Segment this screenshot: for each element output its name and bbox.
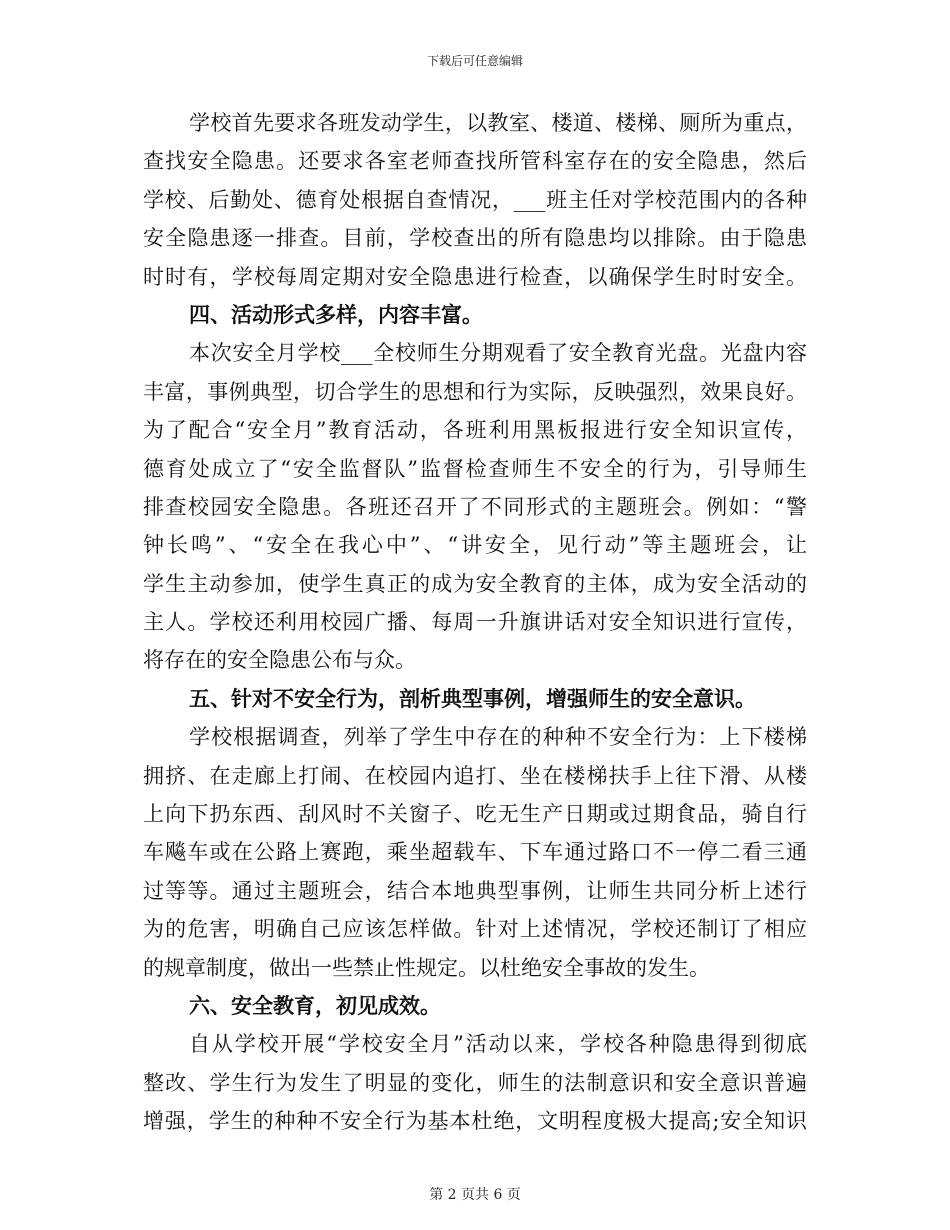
paragraph-line: 为了配合“安全月”教育活动，各班利用黑板报进行安全知识宣传， <box>143 418 807 443</box>
paragraph-line: 学生主动参加，使学生真正的成为安全教育的主体，成为安全活动的 <box>143 571 807 596</box>
paragraph-line: 学校首先要求各班发动学生，以教室、楼道、楼梯、厕所为重点， <box>189 111 807 135</box>
paragraph-line: 将存在的安全隐患公布与众。 <box>143 648 416 673</box>
section-heading: 四、活动形式多样，内容丰富。 <box>189 301 483 327</box>
section-heading: 六、安全教育，初见成效。 <box>189 992 441 1018</box>
paragraph-line: 车飚车或在公路上赛跑，乘坐超载车、下车通过路口不一停二看三通 <box>143 840 807 865</box>
paragraph-line: 的规章制度，做出一些禁止性规定。以杜绝安全事故的发生。 <box>143 955 710 980</box>
paragraph-line: 本次安全月学校___全校师生分期观看了安全教育光盘。光盘内容 <box>189 341 807 366</box>
section-heading: 五、针对不安全行为，剖析典型事例，增强师生的安全意识。 <box>189 685 756 711</box>
paragraph-line: 丰富，事例典型，切合学生的思想和行为实际，反映强烈，效果良好。 <box>143 379 807 404</box>
paragraph-line: 上向下扔东西、刮风时不关窗子、吃无生产日期或过期食品，骑自行 <box>143 802 807 827</box>
paragraph-line: 拥挤、在走廊上打闹、在校园内追打、坐在楼梯扶手上往下滑、从楼 <box>143 763 807 788</box>
page-header: 下载后可任意编辑 <box>426 54 523 68</box>
paragraph-line: 安全隐患逐一排查。目前，学校查出的所有隐患均以排除。由于隐患 <box>143 226 807 251</box>
paragraph-line: 自从学校开展“学校安全月”活动以来，学校各种隐患得到彻底 <box>189 1032 807 1057</box>
paragraph-line: 学校根据调查，列举了学生中存在的种种不安全行为：上下楼梯 <box>189 725 807 750</box>
paragraph-line: 主人。学校还利用校园广播、每周一升旗讲话对安全知识进行宣传， <box>143 610 807 635</box>
paragraph-line: 德育处成立了“安全监督队”监督检查师生不安全的行为，引导师生 <box>143 456 807 481</box>
paragraph-line: 时时有，学校每周定期对安全隐患进行检查，以确保学生时时安全。 <box>143 264 807 289</box>
paragraph-line: 过等等。通过主题班会，结合本地典型事例，让师生共同分析上述行 <box>143 878 807 903</box>
paragraph-line: 增强，学生的种种不安全行为基本杜绝，文明程度极大提高;安全知识 <box>143 1109 807 1134</box>
paragraph-line: 钟长鸣”、“安全在我心中”、“讲安全，见行动”等主题班会，让 <box>143 533 807 558</box>
paragraph-line: 为的危害，明确自己应该怎样做。针对上述情况，学校还制订了相应 <box>143 917 807 942</box>
page-footer: 第 2 页共 6 页 <box>429 1187 521 1203</box>
paragraph-line: 学校、后勤处、德育处根据自查情况，___班主任对学校范围内的各种 <box>143 187 807 212</box>
document-body <box>143 104 807 1141</box>
paragraph-line: 整改、学生行为发生了明显的变化，师生的法制意识和安全意识普遍 <box>143 1070 807 1095</box>
paragraph-line: 查找安全隐患。还要求各室老师查找所管科室存在的安全隐患，然后 <box>143 149 807 174</box>
paragraph-line: 排查校园安全隐患。各班还召开了不同形式的主题班会。例如：“警 <box>143 494 807 519</box>
